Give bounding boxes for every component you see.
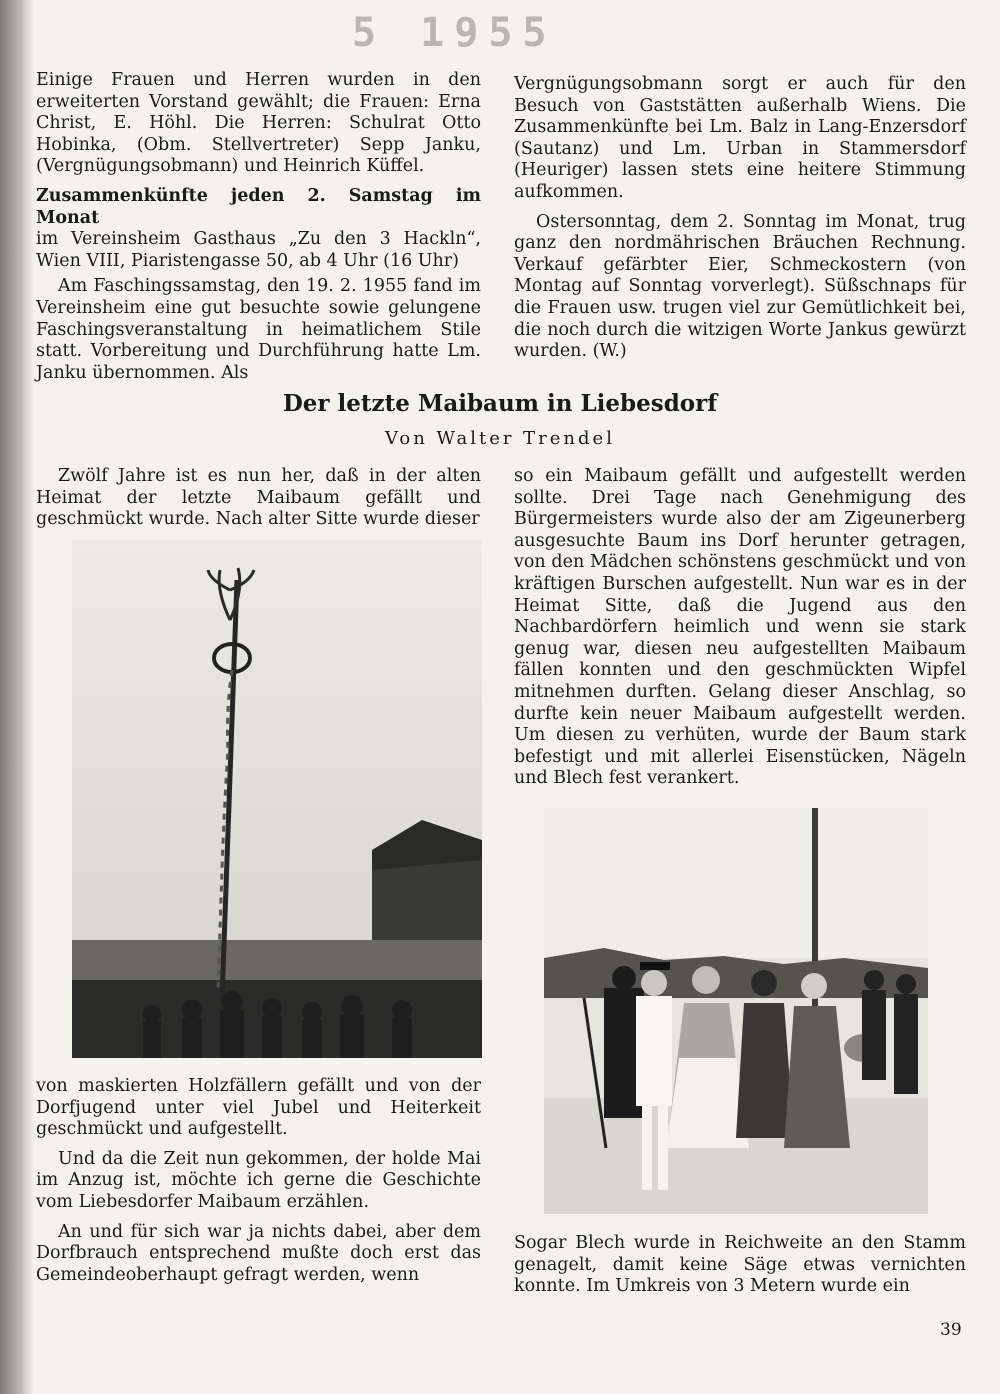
date-stamp: 5 1955 bbox=[352, 10, 557, 56]
paragraph: so ein Maibaum gefällt und aufgestellt werden sollte. Drei Tage nach Genehmigung des Bürgermeisters wurde also der am Zigeunerberg ausgesuchte Baum ins Dorf herunter getragen, von den Mädchen schönstens geschmückt und von kräftigen Burschen aufgestellt. Nun war es in der Heimat Sitte, daß die Jugend aus den Nachbardörfern heimlich und wenn sie stark genug war, diesen neu aufgestellten Maibaum fällen konnten und den geschmückten Wipfel mitnehmen durften. Gelang dieser Anschlag, so durfte kein neuer Maibaum aufgestellt werden. Um diesen zu verhüten, wurde der Baum stark befestigt und mit allerlei Eisenstücken, Nägeln und Blech fest verankert. bbox=[514, 466, 966, 789]
article-left-after-photo bbox=[36, 1076, 481, 1294]
maypole-photo bbox=[72, 540, 482, 1058]
article-title: Der letzte Maibaum in Liebesdorf bbox=[282, 390, 718, 417]
paragraph: von maskierten Holzfällern gefällt und von der Dorfjugend unter viel Jubel und Heiterkeit geschmückt und aufgestellt. bbox=[36, 1076, 481, 1140]
article-right-bottom bbox=[514, 1233, 966, 1298]
top-left-column bbox=[36, 70, 481, 392]
paragraph: Ostersonntag, dem 2. Sonntag im Monat, trug ganz den nordmährischen Bräuchen Rechnung. Verkauf gefärbter Eier, Schmeckostern (von Montag auf Sonntag vorverlegt). Süßschnaps für die Frauen usw. trugen viel zur Gemütlichkeit bei, die noch durch die witzigen Worte Jankus gewürzt wurden. (W.) bbox=[514, 211, 966, 362]
paragraph: Am Faschingssamstag, den 19. 2. 1955 fand im Vereinsheim eine gut besuchte sowie gelungene Faschingsveranstaltung in heimatlichem Stile statt. Vorbereitung und Durchführung hatte Lm. Janku übernommen. Als bbox=[36, 276, 481, 383]
paragraph: Und da die Zeit nun gekommen, der holde Mai im Anzug ist, möchte ich gerne die Geschichte vom Liebesdorfer Maibaum erzählen. bbox=[36, 1148, 481, 1212]
procession-photo bbox=[544, 808, 928, 1214]
paragraph: An und für sich war ja nichts dabei, aber dem Dorfbrauch entsprechend mußte doch erst das Gemeindeoberhaupt gefragt werden, wenn bbox=[36, 1221, 481, 1285]
meeting-heading: Zusammenkünfte jeden 2. Samstag im Monat bbox=[36, 185, 481, 228]
top-right-column bbox=[514, 74, 966, 371]
paragraph: Sogar Blech wurde in Reichweite an den Stamm genagelt, damit keine Säge etwas vernichten konnte. Im Umkreis von 3 Metern wurde ein bbox=[514, 1233, 966, 1297]
article-right-column bbox=[514, 466, 966, 798]
paragraph: Vergnügungsobmann sorgt er auch für den Besuch von Gaststätten außerhalb Wiens. Die Zusammenkünfte bei Lm. Balz in Lang-Enzersdorf (Sautanz) und Lm. Urban in Stammersdorf (Heuriger) lassen stets eine heitere Stimmung aufkommen. bbox=[514, 74, 966, 202]
binding-shadow bbox=[0, 0, 34, 1394]
article-byline: Von Walter Trendel bbox=[385, 428, 615, 449]
article-left-intro bbox=[36, 466, 481, 539]
paragraph: im Vereinsheim Gasthaus „Zu den 3 Hackln“, Wien VIII, Piaristengasse 50, ab 4 Uhr (16 Uhr) bbox=[36, 229, 481, 271]
page-number: 39 bbox=[940, 1320, 962, 1340]
paragraph: Zwölf Jahre ist es nun her, daß in der alten Heimat der letzte Maibaum gefällt und geschmückt wurde. Nach alter Sitte wurde dieser bbox=[36, 466, 481, 530]
paragraph: Einige Frauen und Herren wurden in den erweiterten Vorstand gewählt; die Frauen: Erna Christ, E. Höhl. Die Herren: Schulrat Otto Hobinka, (Obm. Stellvertreter) Sepp Janku, (Vergnügungsobmann) und Heinrich Küffel. bbox=[36, 70, 481, 177]
